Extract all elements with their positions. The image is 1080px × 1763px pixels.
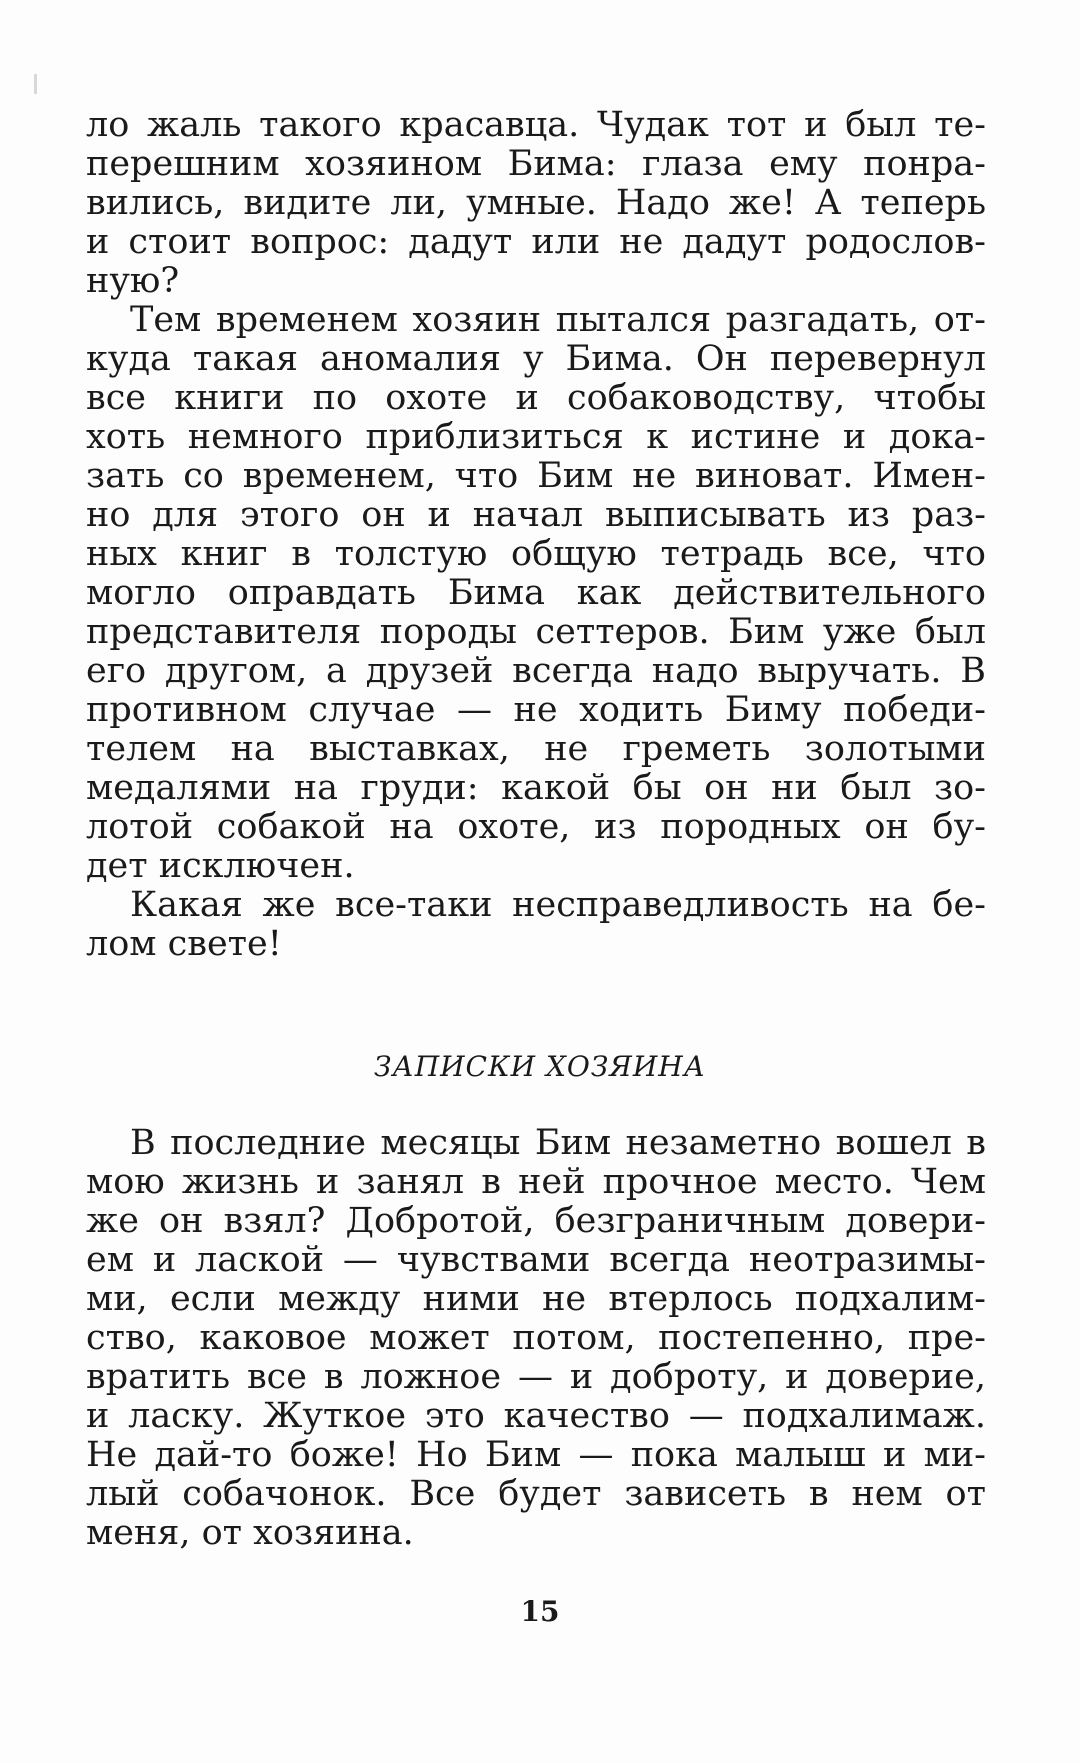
text-line: Тем временем хозяин пытался разгадать, от- [130,300,986,340]
text-line: лом свете! [86,924,282,964]
text-line: лый собачонок. Все будет зависеть в нем от [86,1474,986,1514]
text-line: Не дай-то боже! Но Бим — пока малыш и ми- [86,1435,986,1475]
text-line: и стоит вопрос: дадут или не дадут родослов- [86,222,986,262]
text-line: ми, если между ними не втерлось подхалим- [86,1279,986,1319]
text-line: хоть немного приблизиться к истине и дока- [86,417,986,457]
text-line: вратить все в ложное — и доброту, и доверие, [86,1357,986,1397]
text-line: ную? [86,261,180,301]
paragraph-4 [86,1124,986,1553]
text-line: ло жаль такого красавца. Чудак тот и был те- [86,105,986,145]
scan-edge-mark [34,74,37,94]
text-line: его другом, а друзей всегда надо выручать. В [86,651,986,691]
text-line: Какая же все-таки несправедливость на бе- [130,885,986,925]
text-line: телем на выставках, не греметь золотыми [86,729,986,769]
text-line: медалями на груди: какой бы он ни был зо- [86,768,986,808]
text-line: ство, каковое может потом, постепенно, пре- [86,1318,986,1358]
paragraph-1 [86,106,986,301]
text-line: вились, видите ли, умные. Надо же! А теперь [86,183,986,223]
text-line: В последние месяцы Бим незаметно вошел в [130,1123,986,1163]
text-line: зать со временем, что Бим не виноват. Имен- [86,456,986,496]
text-line: же он взял? Добротой, безграничным довери- [86,1201,986,1241]
text-line: и ласку. Жуткое это качество — подхалимаж. [86,1396,986,1436]
text-line: противном случае — не ходить Биму победи- [86,690,986,730]
page-number: 15 [520,1595,560,1628]
text-line: лотой собакой на охоте, из породных он бу- [86,807,986,847]
text-line: ем и лаской — чувствами всегда неотразимы- [86,1240,986,1280]
text-line: могло оправдать Бима как действительного [86,573,986,613]
text-line: куда такая аномалия у Бима. Он перевернул [86,339,986,379]
paragraph-2 [86,301,986,886]
text-line: перешним хозяином Бима: глаза ему понра- [86,144,986,184]
text-line: все книги по охоте и собаководству, чтобы [86,378,986,418]
paragraph-3 [86,886,986,964]
text-line: но для этого он и начал выписывать из раз- [86,495,986,535]
text-line: дет исключен. [86,846,355,886]
text-line: меня, от хозяина. [86,1513,414,1553]
text-line: ных книг в толстую общую тетрадь все, что [86,534,986,574]
text-line: представителя породы сеттеров. Бим уже был [86,612,986,652]
text-line: мою жизнь и занял в ней прочное место. Чем [86,1162,986,1202]
section-heading: ЗАПИСКИ ХОЗЯИНА [374,1050,706,1083]
